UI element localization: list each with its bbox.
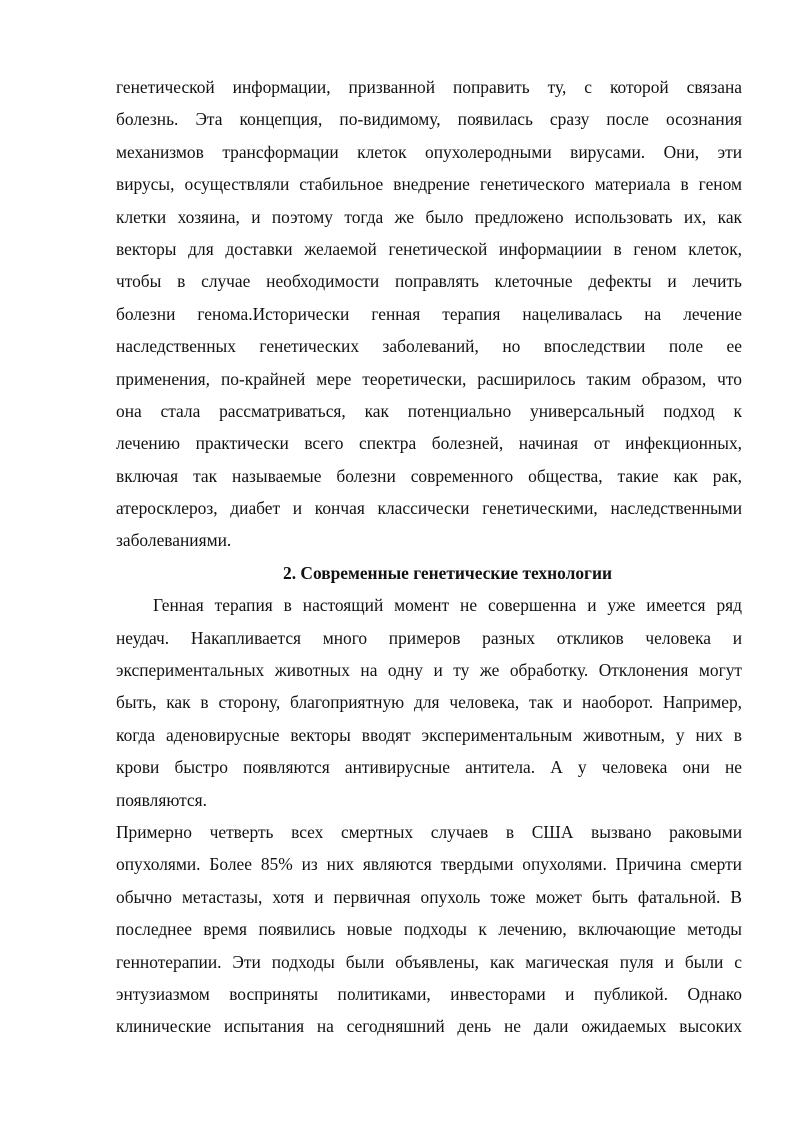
text-line: включая так называемые болезни современного общества, такие как рак, <box>116 465 742 486</box>
text-line: болезнь. Эта концепция, по-видимому, появилась сразу после осознания <box>116 109 742 130</box>
text-line: механизмов трансформации клеток опухолеродными вирусами. Они, эти <box>116 141 742 162</box>
text-line: генетической информации, призванной поправить ту, с которой связана <box>116 77 742 97</box>
document-body <box>116 71 742 1043</box>
text-line: клетки хозяина, и поэтому тогда же было предложено использовать их, как <box>116 206 742 227</box>
text-line: появляются. <box>116 789 207 810</box>
text-line: геннотерапии. Эти подходы были объявлены, как магическая пуля и были с <box>116 951 742 972</box>
paragraph-cancer-statistics <box>116 816 742 1043</box>
text-line: Примерно четверть всех смертных случаев в США вызвано раковыми <box>116 821 742 842</box>
paragraph-gene-therapy-concept <box>116 71 742 557</box>
text-line: опухолями. Более 85% из них являются твердыми опухолями. Причина смерти <box>116 854 742 875</box>
text-line: когда аденовирусные векторы вводят экспериментальным животным, у них в <box>116 724 742 745</box>
text-line: быть, как в сторону, благоприятную для человека, так и наоборот. Например, <box>116 692 742 713</box>
text-line: экспериментальных животных на одну и ту же обработку. Отклонения могут <box>116 660 742 681</box>
text-line: наследственных генетических заболеваний, но впоследствии поле ее <box>116 336 742 357</box>
paragraph-gene-therapy-failures <box>116 589 742 816</box>
text-line: Генная терапия в настоящий момент не совершенна и уже имеется ряд <box>153 595 742 616</box>
text-line: обычно метастазы, хотя и первичная опухоль тоже может быть фатальной. В <box>116 886 742 907</box>
text-line: энтузиазмом восприняты политиками, инвесторами и публикой. Однако <box>116 983 742 1004</box>
text-line: чтобы в случае необходимости поправлять клеточные дефекты и лечить <box>116 271 742 292</box>
text-line: крови быстро появляются антивирусные антитела. А у человека они не <box>116 757 742 778</box>
text-line: она стала рассматриваться, как потенциально универсальный подход к <box>116 400 742 421</box>
text-line: вирусы, осуществляли стабильное внедрение генетического материала в геном <box>116 174 742 195</box>
text-line: векторы для доставки желаемой генетической информациии в геном клеток, <box>116 238 742 259</box>
text-line: неудач. Накапливается много примеров разных откликов человека и <box>116 627 742 648</box>
text-line: применения, по-крайней мере теоретически, расширилось таким образом, что <box>116 368 742 389</box>
text-line: последнее время появились новые подходы к лечению, включающие методы <box>116 919 742 940</box>
text-line: лечению практически всего спектра болезней, начиная от инфекционных, <box>116 433 742 454</box>
section-heading: 2. Современные генетические технологии <box>283 562 612 583</box>
text-line: атеросклероз, диабет и кончая классически генетическими, наследственными <box>116 498 742 519</box>
text-line: клинические испытания на сегодняшний день не дали ожидаемых высоких <box>116 1016 742 1037</box>
text-line: заболеваниями. <box>116 530 232 551</box>
text-line: болезни генома.Исторически генная терапия нацеливалась на лечение <box>116 303 742 324</box>
